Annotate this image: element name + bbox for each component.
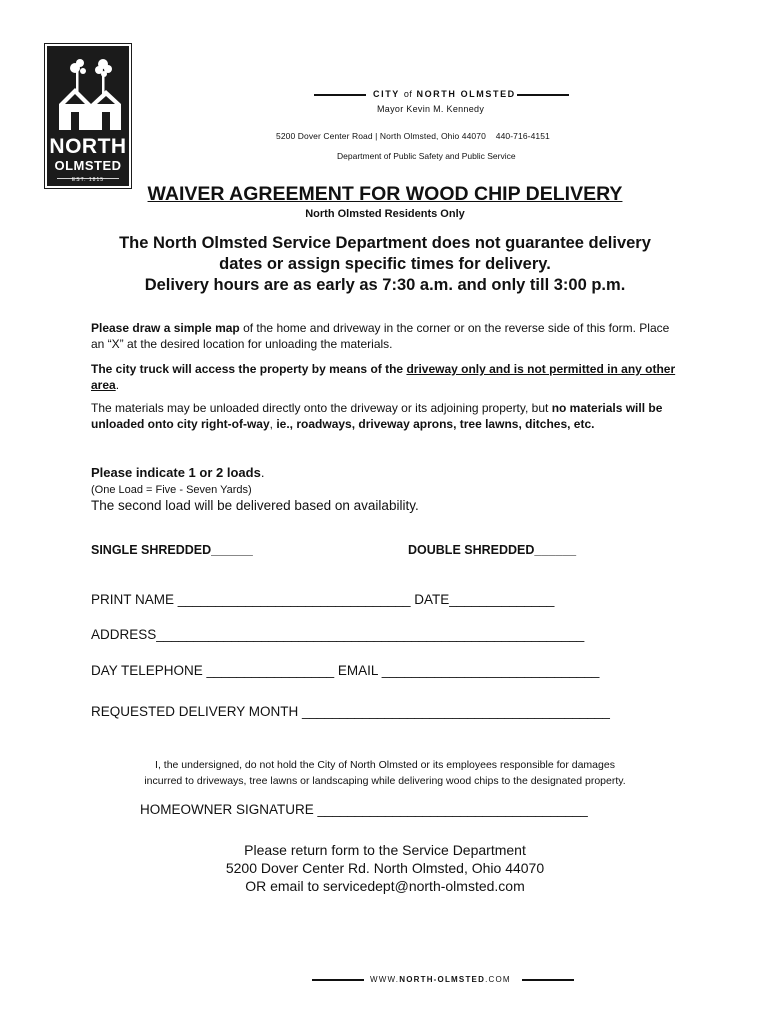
truck-access-underlined: driveway only and is not permitted in any other area (91, 362, 676, 392)
print-name-date-field[interactable]: PRINT NAME _______________________________ DATE______________ (91, 592, 555, 607)
address-field[interactable]: ADDRESS_________________________________________________________ (91, 627, 585, 642)
materials-start: The materials may be unloaded directly onto the driveway or its adjoining property, but (91, 401, 552, 415)
return-line-1: Please return form to the Service Department (244, 842, 526, 858)
logo-text-north: NORTH (49, 135, 127, 158)
delivery-month-field[interactable]: REQUESTED DELIVERY MONTH _________________________________________ (91, 704, 610, 719)
page-subtitle: North Olmsted Residents Only (305, 208, 465, 220)
loads-end: . (260, 465, 265, 480)
letterhead-rule-right (517, 94, 569, 96)
map-instructions (91, 320, 681, 352)
footer-rule-right (522, 979, 574, 981)
map-instructions-bold: Please draw a simple map (91, 321, 240, 335)
phone-email-field[interactable]: DAY TELEPHONE _________________ EMAIL _____________________________ (91, 663, 600, 678)
footer-site: NORTH-OLMSTED (399, 975, 486, 984)
double-shredded-option[interactable]: DOUBLE SHREDDED______ (408, 543, 577, 557)
footer-www: WWW. (370, 975, 400, 984)
notice-line-1: The North Olmsted Service Department does not guarantee delivery (119, 234, 651, 252)
return-line-2: 5200 Dover Center Rd. North Olmsted, Ohio 44070 (225, 860, 545, 876)
truck-access-end: . (115, 378, 120, 392)
truck-access-note (91, 361, 681, 393)
materials-comma: , (269, 417, 277, 431)
materials-note (91, 400, 681, 432)
load-size-note: (One Load = Five - Seven Yards) (91, 484, 252, 496)
materials-bold-1: no materials will be unloaded onto city right-of-way (91, 401, 663, 431)
footer-website (370, 975, 511, 985)
return-line-3: OR email to servicedept@north-olmsted.com (245, 878, 525, 894)
city-name: NORTH OLMSTED (416, 89, 516, 99)
notice-line-3: Delivery hours are as early as 7:30 a.m. and only till 3:00 p.m. (144, 276, 626, 294)
liability-statement (0, 757, 770, 789)
page-title: WAIVER AGREEMENT FOR WOOD CHIP DELIVERY (147, 183, 623, 205)
letterhead-department: Department of Public Safety and Public Service (337, 151, 516, 161)
delivery-notice (0, 233, 770, 296)
loads-bold: Please indicate 1 or 2 loads (91, 465, 261, 480)
materials-bold-2: ie., roadways, driveway aprons, tree lawns, ditches, etc. (276, 417, 595, 431)
truck-access-bold: The city truck will access the property by means of the (91, 362, 407, 376)
footer-tld: .COM (485, 975, 511, 984)
city-prefix: CITY (373, 89, 400, 99)
second-load-note: The second load will be delivered based on availability. (91, 498, 419, 513)
single-shredded-option[interactable]: SINGLE SHREDDED______ (91, 543, 253, 557)
logo-text-olmsted: OLMSTED (54, 158, 122, 173)
logo-est: EST. 1815 (71, 177, 105, 183)
city-of: of (403, 89, 413, 99)
map-instructions-rest: of the home and driveway in the corner or on the reverse side of this form. Place an “X” at the desired location for unloading the materials. (91, 321, 670, 351)
liability-line-1: I, the undersigned, do not hold the City of North Olmsted or its employees responsible for damages (155, 759, 615, 771)
return-instructions (0, 841, 770, 895)
homeowner-signature-field[interactable]: HOMEOWNER SIGNATURE ____________________________________ (140, 802, 588, 817)
letterhead-address: 5200 Dover Center Road | North Olmsted, Ohio 44070 440-716-4151 (276, 131, 550, 141)
city-logo (45, 44, 131, 188)
loads-instruction (91, 465, 681, 481)
letterhead-city (373, 89, 516, 100)
notice-line-2: dates or assign specific times for delivery. (219, 255, 551, 273)
liability-line-2: incurred to driveways, tree lawns or landscaping while delivering wood chips to the designated property. (144, 775, 626, 787)
letterhead-rule-left (314, 94, 366, 96)
letterhead-mayor: Mayor Kevin M. Kennedy (377, 104, 485, 114)
footer-rule-left (312, 979, 364, 981)
